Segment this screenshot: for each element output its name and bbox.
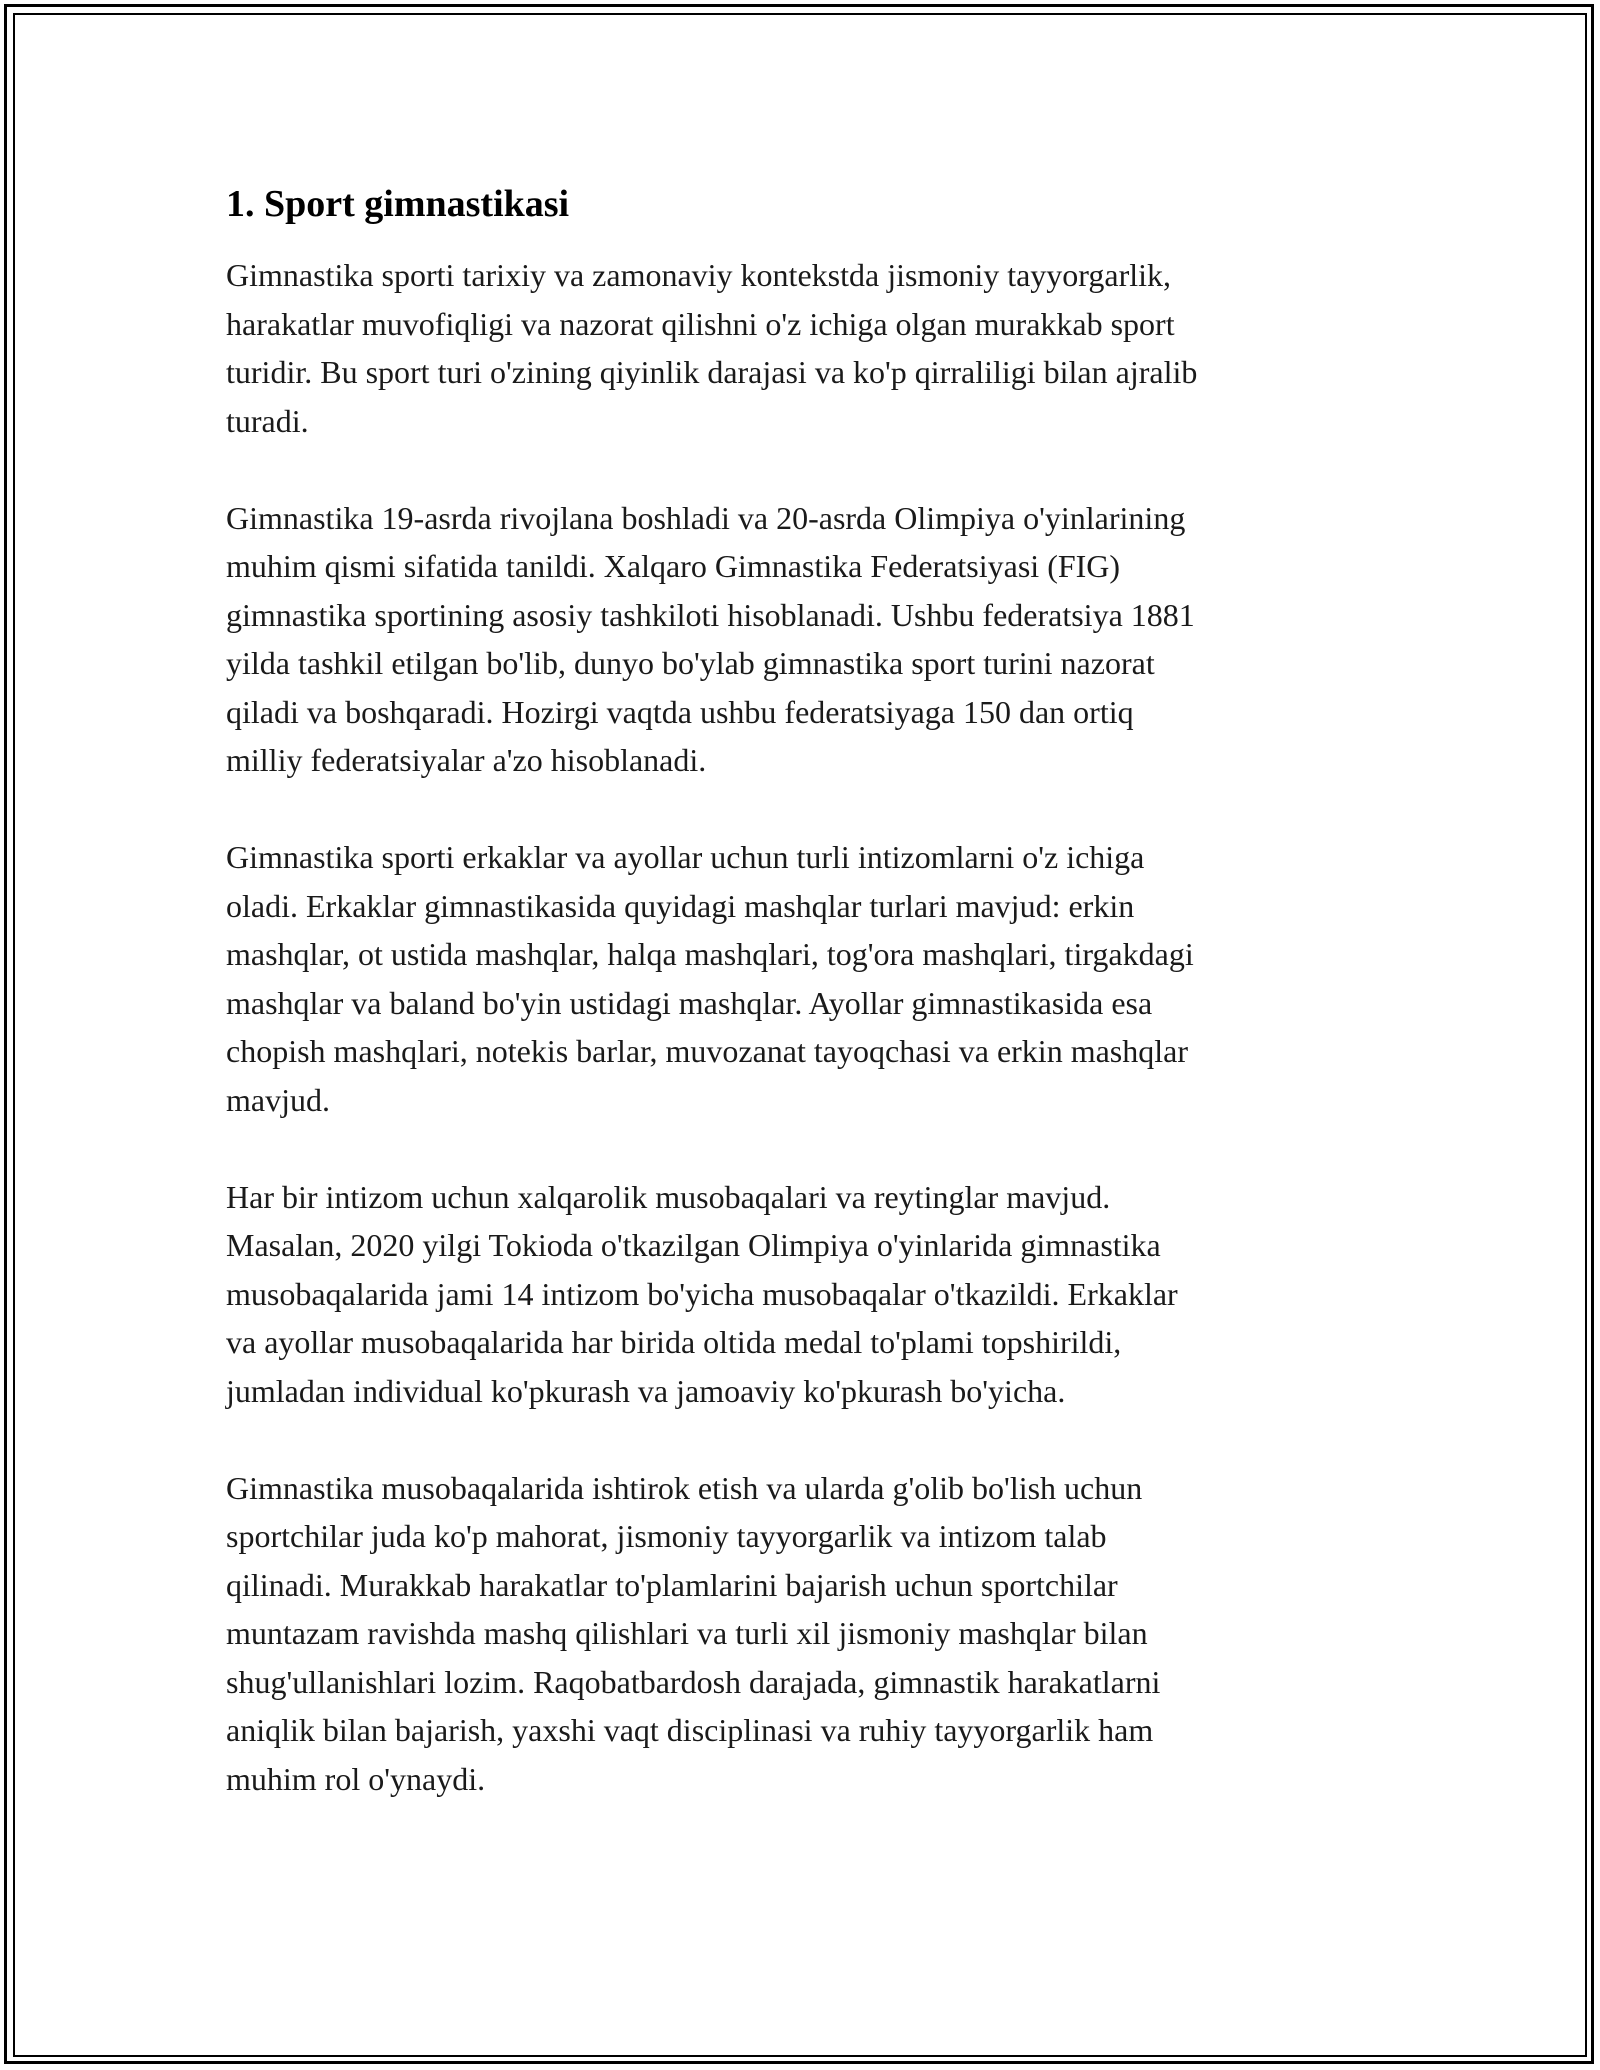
paragraph-line: Gimnastika sporti tarixiy va zamonaviy kontekstda jismoniy tayyorgarlik,	[226, 257, 1172, 293]
paragraph-line: turidir. Bu sport turi o'zining qiyinlik darajasi va ko'p qirraliligi bilan ajralib	[226, 354, 1198, 390]
paragraph-line: mavjud.	[226, 1081, 330, 1118]
paragraph-line: muntazam ravishda mashq qilishlari va turli xil jismoniy mashqlar bilan	[226, 1615, 1148, 1651]
paragraph-line: musobaqalarida jami 14 intizom bo'yicha musobaqalar o'tkazildi. Erkaklar	[226, 1275, 1178, 1312]
paragraph-line: Har bir intizom uchun xalqarolik musobaqalari va reytinglar mavjud.	[226, 1178, 1111, 1215]
paragraph-line: Gimnastika 19-asrda rivojlana boshladi va 20-asrda Olimpiya o'yinlarining	[226, 499, 1186, 536]
paragraph-line: yilda tashkil etilgan bo'lib, dunyo bo'ylab gimnastika sport turini nazorat	[226, 645, 1155, 681]
paragraph-line: va ayollar musobaqalarida har birida oltida medal to'plami topshirildi,	[226, 1324, 1122, 1360]
paragraph-line: qilinadi. Murakkab harakatlar to'plamlarini bajarish uchun sportchilar	[226, 1566, 1118, 1603]
paragraph-line: harakatlar muvofiqligi va nazorat qilishni o'z ichiga olgan murakkab sport	[226, 305, 1175, 342]
paragraph	[226, 1464, 1366, 1804]
paragraph	[226, 1173, 1366, 1416]
document-body	[226, 176, 1366, 1852]
paragraph	[226, 494, 1366, 785]
paragraph-line: jumladan individual ko'pkurash va jamoaviy ko'pkurash bo'yicha.	[226, 1372, 1066, 1409]
paragraph-line: gimnastika sportining asosiy tashkiloti hisoblanadi. Ushbu federatsiya 1881	[226, 596, 1195, 633]
paragraph-line: muhim qismi sifatida tanildi. Xalqaro Gimnastika Federatsiyasi (FIG)	[226, 548, 1121, 584]
paragraph-line: sportchilar juda ko'p mahorat, jismoniy tayyorgarlik va intizom talab	[226, 1518, 1107, 1554]
paragraph-line: aniqlik bilan bajarish, yaxshi vaqt disciplinasi va ruhiy tayyorgarlik ham	[226, 1712, 1154, 1748]
paragraph-line: muhim rol o'ynaydi.	[226, 1760, 486, 1797]
paragraph-list	[226, 251, 1366, 1803]
paragraph-line: shug'ullanishlari lozim. Raqobatbardosh darajada, gimnastik harakatlarni	[226, 1663, 1161, 1700]
paragraph-line: turadi.	[226, 402, 309, 439]
paragraph-line: chopish mashqlari, notekis barlar, muvozanat tayoqchasi va erkin mashqlar	[226, 1033, 1188, 1069]
paragraph	[226, 251, 1366, 445]
paragraph-line: Gimnastika sporti erkaklar va ayollar uchun turli intizomlarni o'z ichiga	[226, 839, 1145, 875]
paragraph-line: mashqlar va baland bo'yin ustidagi mashqlar. Ayollar gimnastikasida esa	[226, 984, 1153, 1021]
paragraph-line: qiladi va boshqaradi. Hozirgi vaqtda ushbu federatsiyaga 150 dan ortiq	[226, 693, 1134, 730]
paragraph-line: Gimnastika musobaqalarida ishtirok etish va ularda g'olib bo'lish uchun	[226, 1469, 1143, 1506]
paragraph-line: mashqlar, ot ustida mashqlar, halqa mashqlari, tog'ora mashqlari, tirgakdagi	[226, 936, 1194, 972]
paragraph-line: milliy federatsiyalar a'zo hisoblanadi.	[226, 742, 707, 778]
paragraph-line: oladi. Erkaklar gimnastikasida quyidagi mashqlar turlari mavjud: erkin	[226, 887, 1135, 924]
section-title: 1. Sport gimnastikasi	[226, 183, 570, 225]
paragraph	[226, 833, 1366, 1124]
paragraph-line: Masalan, 2020 yilgi Tokioda o'tkazilgan Olimpiya o'yinlarida gimnastika	[226, 1227, 1161, 1263]
